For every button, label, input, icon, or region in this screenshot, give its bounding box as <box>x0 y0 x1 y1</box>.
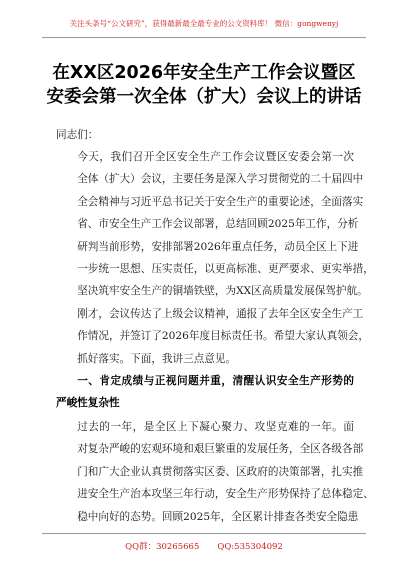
heading-line: 一、肯定成绩与正视问题并重，清醒认识安全生产形势的 <box>77 375 354 387</box>
paragraph-line: 今天，我们召开全区安全生产工作会议暨区安委会第一次 <box>77 151 354 163</box>
paragraph-line: 进安全生产治本攻坚三年行动，安全生产形势保持了总体稳定、 <box>77 488 374 501</box>
paragraph-line: 全体（扩大）会议，主要任务是深入学习贯彻党的二十届四中 <box>77 173 364 186</box>
footer-qq-group: QQ群：30265665 <box>125 542 200 552</box>
paragraph-line: 一步统一思想、压实责任，以更高标准、更严要求、更实举措， <box>77 263 374 276</box>
paragraph-line: 过去的一年，是全区上下凝心聚力、攻坚克难的一年。面 <box>77 421 354 433</box>
document-title-line-1: 在XX区2026年安全生产工作会议暨区 <box>52 63 356 83</box>
paragraph-line: 坚决筑牢安全生产的铜墙铁壁，为XX区高质量发展保驾护航。 <box>77 285 368 298</box>
paragraph-line: 对复杂严峻的宏观环境和艰巨繁重的发展任务，全区各级各部 <box>77 443 364 456</box>
footer-divider <box>42 533 366 534</box>
paragraph-line: 作情况，并签订了2026年度目标责任书。希望大家认真领会， <box>77 330 369 343</box>
paragraph-line: 稳中向好的态势。回顾2025年，全区累计排查各类安全隐患 <box>77 510 359 523</box>
document-title-line-2: 安委会第一次全体（扩大）会议上的讲话 <box>46 87 362 107</box>
paragraph-line: 抓好落实。下面，我讲三点意见。 <box>77 352 237 365</box>
footer-contact <box>0 540 408 552</box>
paragraph-line: 全会精神与习近平总书记关于安全生产的重要论述，全面落实 <box>77 195 364 208</box>
section-heading-1 <box>56 370 354 415</box>
header-banner: 关注头条号“公文研究”，获得最新最全最专业的公文资料库！ 微信：gongwenyj <box>69 19 339 28</box>
paragraph-line: 省、市安全生产工作会议部署，总结回顾2025年工作，分析 <box>77 218 359 231</box>
paragraph-line: 研判当前形势，安排部署2026年重点任务，动员全区上下进 <box>77 240 359 253</box>
paragraph-2 <box>56 416 374 528</box>
footer-qq-number: QQ:535304092 <box>217 542 283 552</box>
header-divider <box>42 37 366 38</box>
heading-line: 严峻性复杂性 <box>56 397 120 410</box>
greeting: 同志们： <box>56 129 99 141</box>
paragraph-line: 门和广大企业认真贯彻落实区委、区政府的决策部署，扎实推 <box>77 465 364 478</box>
paragraph-1 <box>56 146 374 370</box>
paragraph-line: 刚才，会议传达了上级会议精神，通报了去年全区安全生产工 <box>77 307 364 320</box>
